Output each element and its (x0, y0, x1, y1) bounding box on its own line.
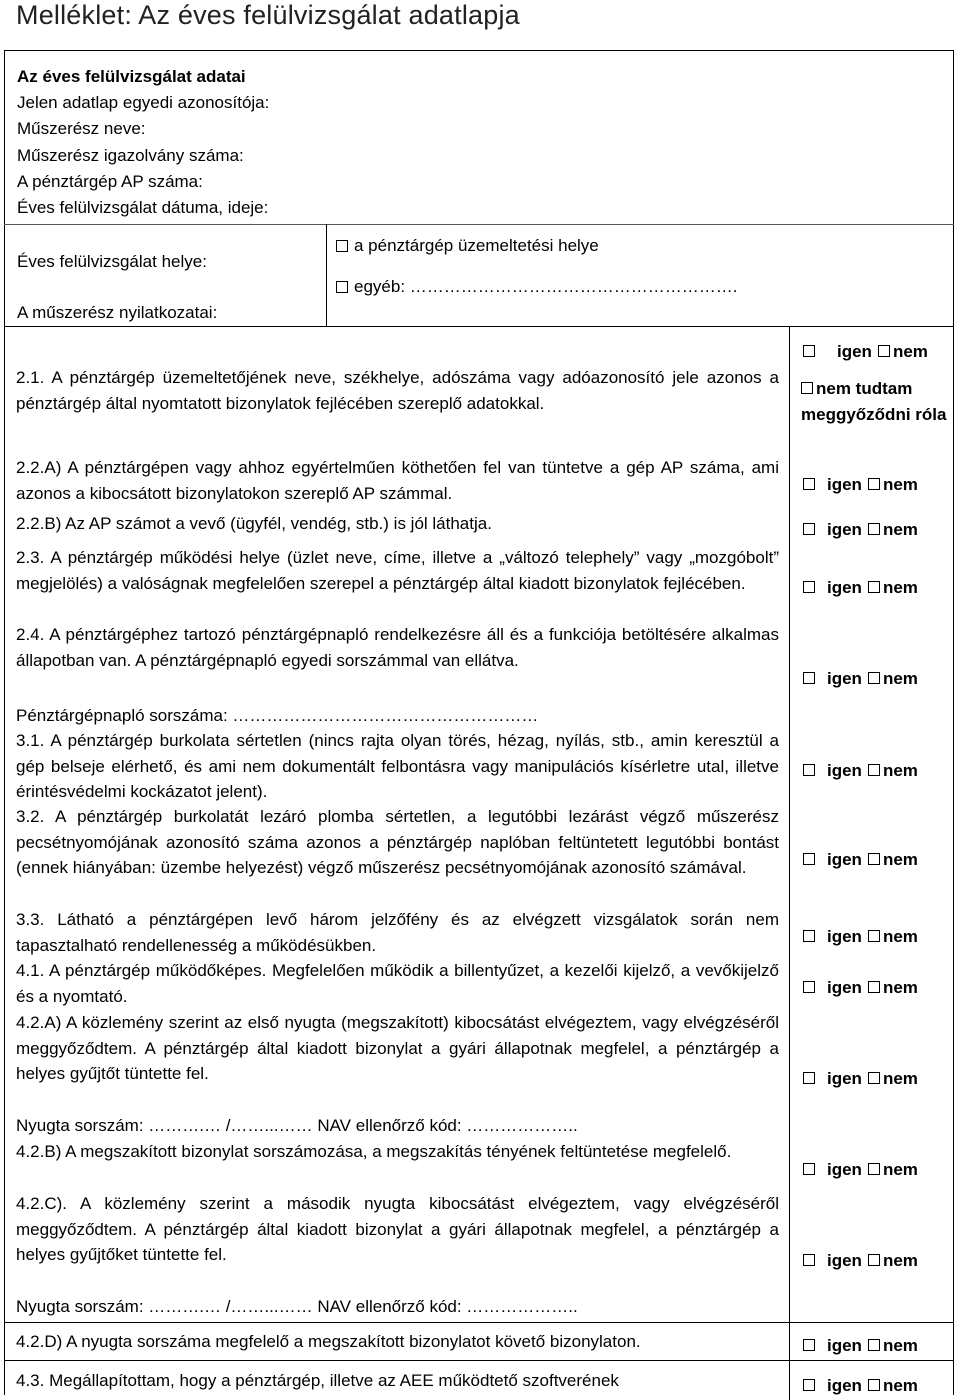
option-label: a pénztárgép üzemeltetési helye (354, 236, 599, 255)
divider (4, 1322, 954, 1323)
checkbox[interactable] (868, 581, 880, 593)
page-title: Melléklet: Az éves felülvizsgálat adatlapja (16, 0, 520, 30)
answer-4-2-b[interactable]: igen nem (803, 1159, 918, 1181)
checkbox[interactable] (803, 981, 815, 993)
section-title: Az éves felülvizsgálat adatai (17, 67, 246, 86)
receipt-number-field: Nyugta sorszám: ……….… /……...…… NAV ellenőrző kód: ……………….. (16, 1116, 578, 1135)
answer-2-1-unknown[interactable]: nem tudtam meggyőződni róla (801, 379, 947, 424)
checkbox[interactable] (803, 1072, 815, 1084)
checkbox[interactable] (803, 1379, 815, 1391)
journal-number-field: Pénztárgépnapló sorszáma: ……………………………………………… (16, 706, 539, 725)
item-4-2-b: 4.2.B) A megszakított bizonylat sorszámozása, a megszakítás tényének feltüntetése megfelelő. (16, 1142, 732, 1161)
answer-4-3[interactable]: igen nem (803, 1375, 918, 1397)
checkbox[interactable] (868, 1254, 880, 1266)
location-option-operating-site[interactable] (336, 235, 599, 257)
item-3-1: 3.1. A pénztárgép burkolata sértetlen (nincs rajta olyan törés, hézag, nyílás, stb., amin keresztül a gép belseje elérhető, és ami nem dokumentált felbontásra vagy manipulációs kísérletre utal, illetve érintésvédelmi kockázatot jelent). (16, 731, 779, 802)
answer-4-2-a[interactable]: igen nem (803, 1068, 918, 1090)
answer-4-1[interactable]: igen nem (803, 977, 918, 999)
checkbox[interactable] (803, 1163, 815, 1175)
divider (4, 1360, 954, 1361)
item-2-2-a: 2.2.A) A pénztárgépen vagy ahhoz egyértelműen köthetően fel van tüntetve a gép AP száma, ami azonos a kibocsátott bizonylatokon szereplő AP számmal. (16, 458, 779, 503)
answer-2-2-b[interactable]: igen nem (803, 519, 918, 541)
answer-2-2-a[interactable]: igen nem (803, 474, 918, 496)
answer-2-4[interactable]: igen nem (803, 668, 918, 690)
answer-3-3[interactable]: igen nem (803, 926, 918, 948)
item-3-2: 3.2. A pénztárgép burkolatát lezáró plomba sértetlen, a legutóbbi lezárást végző műszerész pecsétnyomójának azonosító száma azonos a pénztárgép naplóban feltüntetett legutóbbi bontást (ennek hiányában: üzembe helyezést) végző műszerész pecsétnyomójának azonosító számával. (16, 807, 779, 878)
checkbox[interactable] (868, 523, 880, 535)
checkbox[interactable] (803, 930, 815, 942)
item-2-3: 2.3. A pénztárgép működési helye (üzlet neve, címe, illetve a „változó telephely” vagy „mozgóbolt” megjelölés) a valóságnak megfelelően szerepel a pénztárgép által kiadott bizonylatok fejlécében. (16, 548, 779, 593)
divider (4, 224, 954, 225)
field-label-declarations: A műszerész nyilatkozatai: (17, 303, 218, 322)
item-4-3: 4.3. Megállapítottam, hogy a pénztárgép, illetve az AEE működtető szoftverének (16, 1371, 619, 1390)
field-label-date: Éves felülvizsgálat dátuma, ideje: (17, 198, 269, 217)
checkbox[interactable] (801, 382, 813, 394)
checkbox[interactable] (868, 1339, 880, 1351)
item-4-1: 4.1. A pénztárgép működőképes. Megfelelően működik a billentyűzet, a kezelői kijelző, a vevőkijelző és a nyomtató. (16, 961, 779, 1006)
checkbox[interactable] (336, 240, 348, 252)
checkbox[interactable] (868, 1072, 880, 1084)
checkbox[interactable] (878, 345, 890, 357)
answer-2-1[interactable]: igen nem (803, 341, 928, 363)
item-3-3: 3.3. Látható a pénztárgépen levő három jelzőfény és az elvégzett vizsgálatok során nem tapasztalható rendellenesség a működésükben. (16, 910, 779, 955)
checkbox[interactable] (803, 764, 815, 776)
checkbox[interactable] (868, 1379, 880, 1391)
item-2-2-b: 2.2.B) Az AP számot a vevő (ügyfél, vendég, stb.) is jól láthatja. (16, 514, 492, 533)
receipt-number-field-2: Nyugta sorszám: ……….… /……...…… NAV ellenőrző kód: ……………….. (16, 1297, 578, 1316)
checkbox[interactable] (868, 764, 880, 776)
answer-3-1[interactable]: igen nem (803, 760, 918, 782)
answer-4-2-c[interactable]: igen nem (803, 1250, 918, 1272)
checkbox[interactable] (868, 853, 880, 865)
checkbox[interactable] (803, 1339, 815, 1351)
checkbox[interactable] (803, 345, 815, 357)
option-label: egyéb: …………………………………………………. (354, 277, 738, 296)
answer-2-3[interactable]: igen nem (803, 577, 918, 599)
item-2-1: 2.1. A pénztárgép üzemeltetőjének neve, székhelye, adószáma vagy adóazonosító jele azonos a pénztárgép által nyomtatott bizonylatok fejlécében szereplő adatokkal. (16, 368, 779, 413)
column-divider (326, 224, 327, 326)
checkbox[interactable] (803, 478, 815, 490)
field-label-form-id: Jelen adatlap egyedi azonosítója: (17, 93, 270, 112)
field-label-technician-name: Műszerész neve: (17, 119, 146, 138)
answer-4-2-d[interactable]: igen nem (803, 1335, 918, 1357)
checkbox[interactable] (803, 1254, 815, 1266)
checkbox[interactable] (868, 672, 880, 684)
checkbox[interactable] (868, 981, 880, 993)
checkbox[interactable] (336, 281, 348, 293)
field-label-technician-id: Műszerész igazolvány száma: (17, 146, 244, 165)
item-4-2-a: 4.2.A) A közlemény szerint az első nyugta (megszakított) kibocsátást elvégeztem, vagy elvégzéséről meggyőződtem. A pénztárgép által kiadott bizonylat a gyári állapotnak megfelel, a pénztárgép a helyes gyűjtőt tüntette fel. (16, 1013, 779, 1084)
checkbox[interactable] (803, 581, 815, 593)
field-label-location: Éves felülvizsgálat helye: (17, 252, 207, 271)
field-label-ap-number: A pénztárgép AP száma: (17, 172, 203, 191)
checkbox[interactable] (868, 478, 880, 490)
checkbox[interactable] (868, 1163, 880, 1175)
answer-3-2[interactable]: igen nem (803, 849, 918, 871)
item-2-4: 2.4. A pénztárgéphez tartozó pénztárgépnapló rendelkezésre áll és a funkciója betöltésére alkalmas állapotban van. A pénztárgépnapló egyedi sorszámmal van ellátva. (16, 625, 779, 670)
location-option-other[interactable] (336, 276, 738, 298)
answer-column-divider (789, 326, 790, 1400)
item-4-2-c: 4.2.C). A közlemény szerint a második nyugta kibocsátást elvégeztem, vagy elvégzéséről meggyőződtem. A pénztárgép által kiadott bizonylat a gyári állapotnak megfelel, a pénztárgép a helyes gyűjtőket tüntette fel. (16, 1194, 779, 1265)
item-4-2-d: 4.2.D) A nyugta sorszáma megfelelő a megszakított bizonylatot követő bizonylaton. (16, 1332, 641, 1351)
checkbox[interactable] (803, 853, 815, 865)
checkbox[interactable] (803, 523, 815, 535)
checkbox[interactable] (868, 930, 880, 942)
checkbox[interactable] (803, 672, 815, 684)
divider (4, 326, 954, 327)
